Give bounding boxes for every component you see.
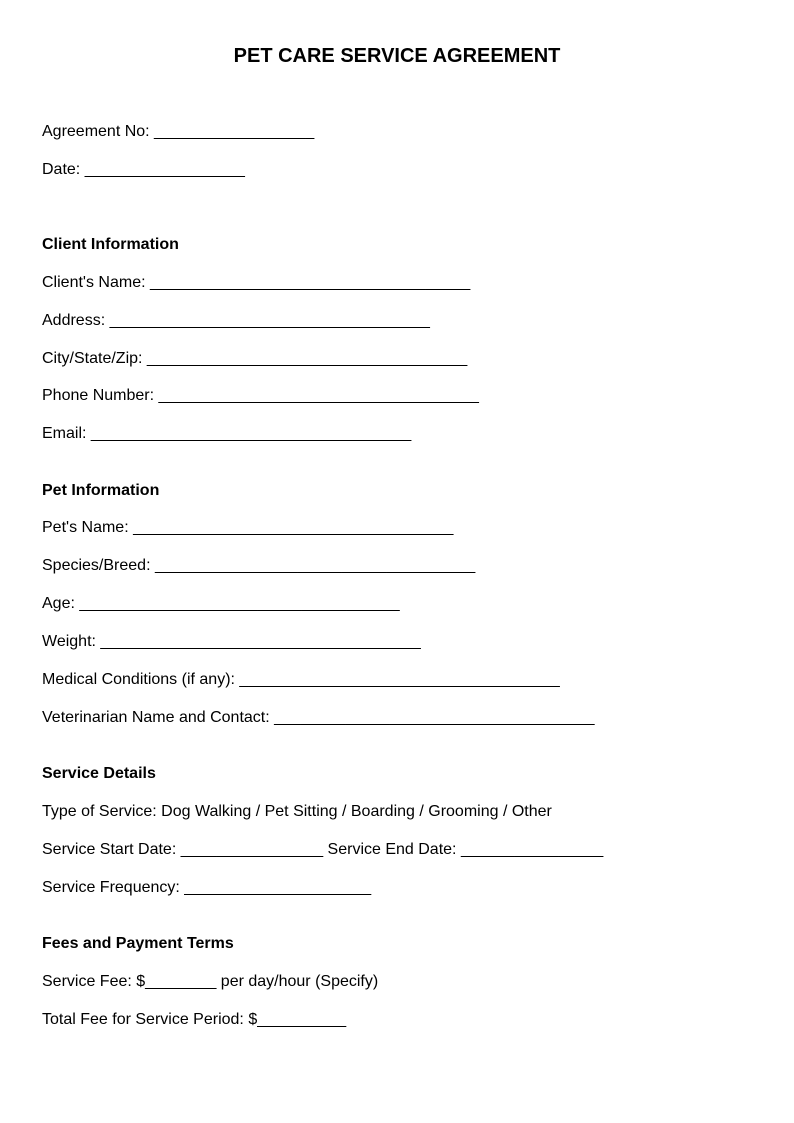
date-field[interactable]: Date: __________________ xyxy=(42,161,245,178)
medical-conditions-field[interactable]: Medical Conditions (if any): ____________________________________ xyxy=(42,671,560,688)
age-field[interactable]: Age: ____________________________________ xyxy=(42,595,400,612)
client-information-heading: Client Information xyxy=(42,236,179,253)
pet-information-heading: Pet Information xyxy=(42,482,160,499)
veterinarian-field[interactable]: Veterinarian Name and Contact: ____________________________________ xyxy=(42,709,595,726)
service-dates-field[interactable]: Service Start Date: ________________ Service End Date: ________________ xyxy=(42,841,604,858)
email-field[interactable]: Email: ____________________________________ xyxy=(42,425,412,442)
service-details-heading: Service Details xyxy=(42,765,156,782)
agreement-no-field[interactable]: Agreement No: __________________ xyxy=(42,123,315,140)
pet-name-field[interactable]: Pet's Name: ____________________________________ xyxy=(42,519,454,536)
species-breed-field[interactable]: Species/Breed: ____________________________________ xyxy=(42,557,476,574)
phone-number-field[interactable]: Phone Number: ____________________________________ xyxy=(42,387,479,404)
client-name-field[interactable]: Client's Name: ____________________________________ xyxy=(42,274,471,291)
service-fee-field[interactable]: Service Fee: $________ per day/hour (Specify) xyxy=(42,973,379,990)
city-state-zip-field[interactable]: City/State/Zip: ____________________________________ xyxy=(42,350,468,367)
total-fee-field[interactable]: Total Fee for Service Period: $__________ xyxy=(42,1011,347,1028)
type-of-service-field[interactable]: Type of Service: Dog Walking / Pet Sitting / Boarding / Grooming / Other xyxy=(42,803,552,820)
fees-payment-heading: Fees and Payment Terms xyxy=(42,935,234,952)
service-frequency-field[interactable]: Service Frequency: _____________________ xyxy=(42,879,372,896)
document-title: PET CARE SERVICE AGREEMENT xyxy=(233,45,561,67)
weight-field[interactable]: Weight: ____________________________________ xyxy=(42,633,421,650)
address-field[interactable]: Address: ____________________________________ xyxy=(42,312,430,329)
